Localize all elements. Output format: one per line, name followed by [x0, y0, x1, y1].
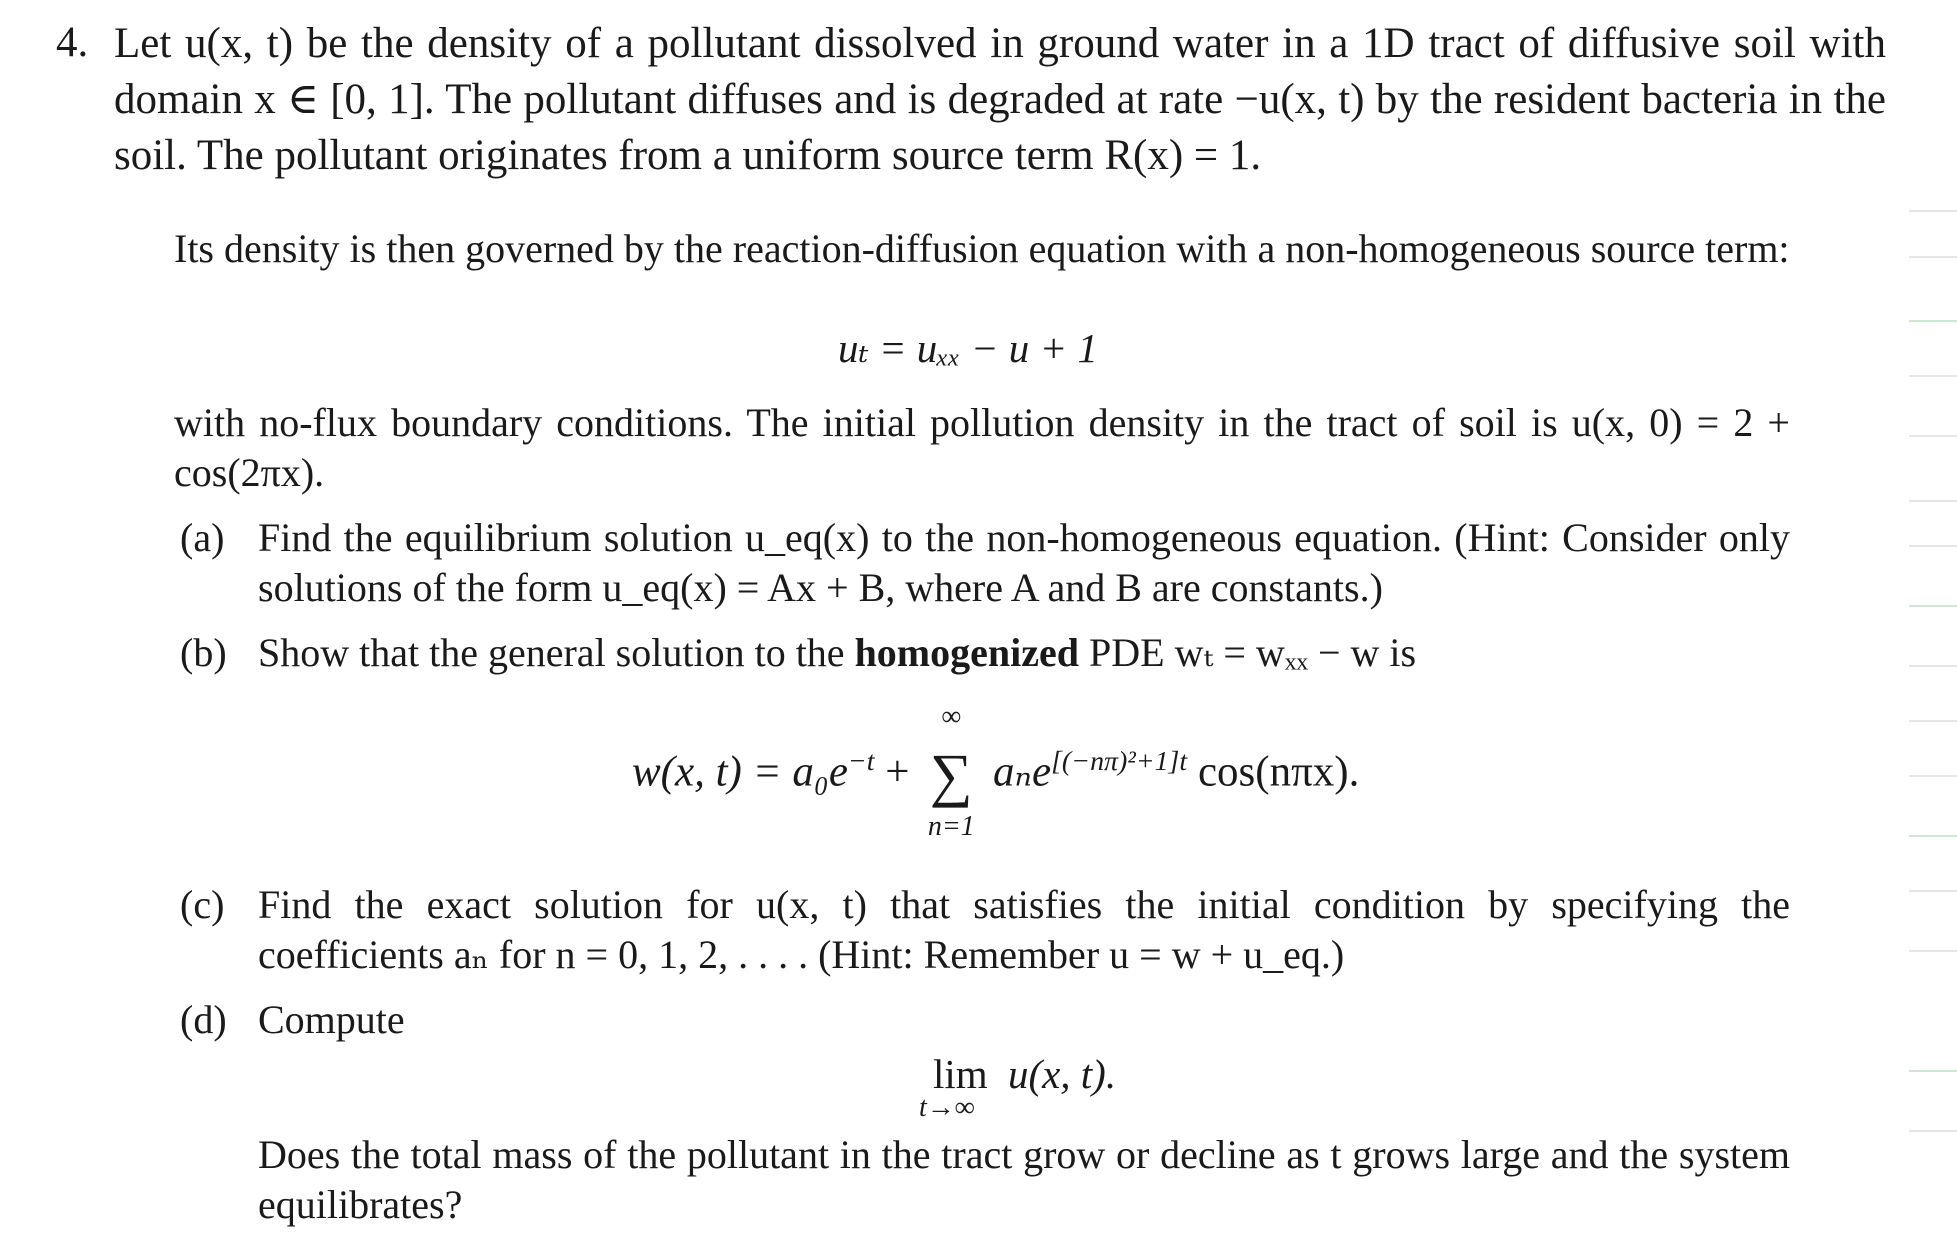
notebook-edge-lines: [1909, 200, 1957, 1200]
pde-equation: uₜ = uₓₓ − u + 1: [838, 325, 1098, 371]
limit-operator: [919, 1050, 988, 1123]
part-d-followup: Does the total mass of the pollutant in the tract grow or decline as t grows large and the system equilibrates?: [258, 1132, 1790, 1227]
limit-expression: [919, 1050, 1117, 1123]
part-c-label: (c): [180, 882, 225, 927]
general-solution-term-exponent: [(−nπ)²+1]t: [1051, 746, 1188, 778]
general-solution-lhs-exponent: −t: [847, 746, 875, 778]
part-b-text-post: PDE wₜ = wₓₓ − w is: [1089, 630, 1417, 675]
part-b-text-pre: Show that the general solution to the: [258, 630, 845, 675]
summation-upper-limit: ∞: [941, 701, 962, 732]
problem-number: 4.: [56, 19, 89, 66]
summation-lower-limit: n=1: [927, 811, 975, 842]
part-a-text: Find the equilibrium solution u_eq(x) to the non-homogeneous equation. (Hint: Consider only solutions of the form u_eq(x) = Ax + B, where A and B are constants.): [258, 515, 1790, 610]
summation-sign: ∑: [929, 742, 973, 808]
part-b-bold-word: homogenized: [854, 630, 1079, 675]
summation: [920, 701, 982, 842]
limit-argument: u(x, t).: [1007, 1051, 1117, 1097]
part-d-label: (d): [180, 997, 227, 1042]
part-a-label: (a): [180, 515, 225, 560]
general-solution-equation: [632, 701, 1360, 842]
part-b-text: [258, 628, 1790, 678]
boundary-condition-text: with no-flux boundary conditions. The initial pollution density in the tract of soil is u(x, 0) = 2 + cos(2πx).: [174, 400, 1790, 495]
general-solution-lhs: w(x, t) = a₀e: [632, 748, 848, 796]
general-solution-tail: cos(nπx).: [1187, 748, 1360, 796]
part-d-text: Compute: [258, 997, 405, 1042]
part-b-label: (b): [180, 630, 227, 675]
governing-equation-text: Its density is then governed by the reaction-diffusion equation with a non-homogeneous source term:: [174, 226, 1790, 271]
limit-word: lim: [933, 1051, 988, 1097]
part-c-text: Find the exact solution for u(x, t) that satisfies the initial condition by specifying the coefficients aₙ for n = 0, 1, 2, . . . . (Hint: Remember u = w + u_eq.): [258, 882, 1790, 977]
general-solution-plus: +: [874, 748, 921, 796]
general-solution-term: aₙe: [993, 748, 1052, 796]
problem-intro: Let u(x, t) be the density of a pollutant dissolved in ground water in a 1D tract of diffusive soil with domain x ∈ [0, 1]. The pollutant diffuses and is degraded at rate −u(x, t) by the resident bacteria in the soil. The pollutant originates from a uniform source term R(x) = 1.: [114, 20, 1886, 179]
limit-subscript: t→∞: [919, 1092, 975, 1123]
